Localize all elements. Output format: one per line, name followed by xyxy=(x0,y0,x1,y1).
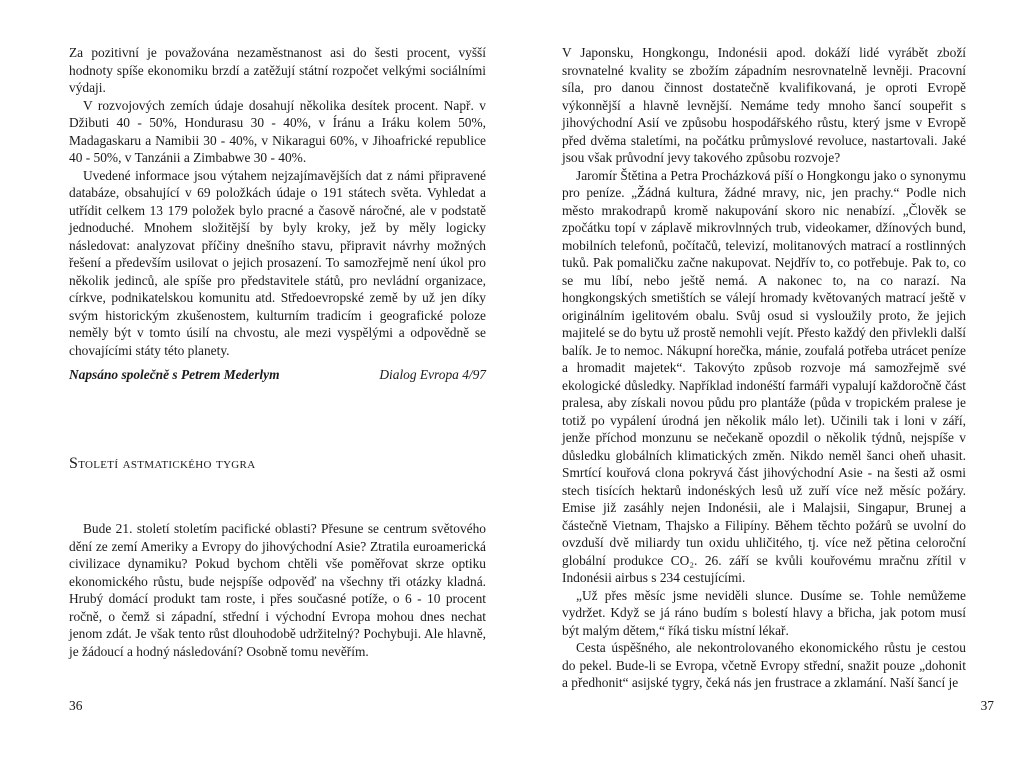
page-number-left: 36 xyxy=(69,698,83,713)
paragraph: Za pozitivní je považována nezaměstnanost asi do šesti procent, vyšší hodnoty spíše ekonomiku brzdí a zatěžují státní rozpočet velkými sociálními výdaji. xyxy=(69,45,486,95)
section-heading: Století astmatického tygra xyxy=(69,455,256,472)
paragraph: „Už přes měsíc jsme neviděli slunce. Dusíme se. Tohle nemůžeme vydržet. Když se já ráno budím s bolestí hlavy a břicha, jak potom musí být malým dětem,“ říká tisku místní lékař. xyxy=(562,587,966,638)
article-signature xyxy=(69,366,486,384)
left-bottom-text-block xyxy=(69,520,486,660)
paragraph: V rozvojových zemích údaje dosahují několika desítek procent. Např. v Džibuti 40 - 50%, Hondurasu 30 - 40%, v Íránu a Iráku kolem 50%, Madagaskaru a Namibii 30 - 40%, v Nikaragui 60%, v Jihoafrické republice 40 - 50%, v Tanzánii a Zimbabwe 30 - 40%. xyxy=(69,97,486,165)
paragraph: Jaromír Štětina a Petra Procházková píší o Hongkongu jako o synonymu pro peníze. „Žádná kultura, žádné mravy, nic, jen prachy.“ Podle nich město mrakodrapů kromě nakupování skoro nic nenabízí. „Člověk se zpočátku topí v záplavě mikrovlnných trub, videokamer, džínových bund, mobilních telefonů, počítačů, televizí, molitanových matrací a rostlinných tuků. Pak pomaličku začne nakupovat. Nejdřív to, co potřebuje. Pak to, co se mu líbí, nebo ještě nemá. A nakonec to, na co narazí. Na hongkongských smetištích se válejí hromady květovaných matrací ještě v originálním igelitovém obalu. Svůj osud si vysloužily proto, že jejich majitelé se do bytu už prostě nemohli vejít. Přesto každý den přivlekli další balík. Je to nemoc. Nákupní horečka, mánie, zoufalá potřeba utrácet peníze a hromadit majetek“. Takovýto způsob rozvoje má samozřejmě své ekologické důsledky. Například indonéští farmáři vypalují každoročně část pralesa, aby získali novou půdu pro plantáže (půda v tropickém pralese je totiž po vypálení úrodná jen několik málo let). Učinili tak i loni v září, jenže příchod monzunu se nečekaně opozdil o několik týdnů, nejspíše v důsledku globálních klimatických změn. Nikdo neměl šanci oheň uhasit. Smrtící kouřová clona pokryvá část jihovýchodní Asie - na šesti až osmi stech tisících hektarů indonéských lesů už zuří více než měsíc požáry. Emise již zasáhly nejen Indonésii, ale i Malajsii, Singapur, Brunej a částečně Vietnam, Thajsko a Filipíny. Během těchto požárů se uvolní do ovzduší dvě miliardy tun oxidu uhličitého, tj. více než pětina celoroční globální produkce CO₂. 26. září se kvůli kouřovému mračnu zřítil v Indonésii airbus s 234 cestujícími. xyxy=(562,167,966,585)
signature-author: Napsáno společně s Petrem Mederlym xyxy=(69,367,280,382)
signature-source: Dialog Evropa 4/97 xyxy=(379,367,486,382)
left-top-text-block xyxy=(69,44,486,359)
paragraph: Bude 21. století stoletím pacifické oblasti? Přesune se centrum světového dění ze zemí Ameriky a Evropy do jihovýchodní Asie? Ztratila euroamerická civilizace dynamiku? Pokud bychom chtěli vše poměřovat skrze optiku ekonomického růstu, bude nejspíše odpověď na všechny tři otázky kladná. Hrubý domácí produkt tam roste, i přes současné potíže, o 6 - 10 procent ročně, o čemž si západní, střední i východní Evropa mohou dnes nechat jenom zdát. Je však tento růst dlouhodobě udržitelný? Pochybuji. Ale hlavně, je žádoucí a hodný následování? Osobně tomu nevěřím. xyxy=(69,521,486,659)
paragraph: Cesta úspěšného, ale nekontrolovaného ekonomického růstu je cestou do pekel. Bude-li se Evropa, včetně Evropy střední, snažit pouze „dohonit a předhonit“ asijské tygry, čeká nás jen frustrace a zklamání. Naší šancí je xyxy=(562,640,966,690)
paragraph: V Japonsku, Hongkongu, Indonésii apod. dokáží lidé vyrábět zboží srovnatelné kvality se zbožím západním nesrovnatelně levněji. Pracovní síla, pro danou činnost dostatečně kvalifikovaná, je oproti Evropě výkonnější a hlavně levnější. Nemáme tedy mnoho šancí soupeřit s jihovýchodní Asií ve způsobu hospodářského růstu, který jsme v Evropě před dvěma staletími, na počátku průmyslové revoluce, nastartovali. Jaké jsou však průvodní jevy takového způsobu rozvoje? xyxy=(562,45,966,165)
right-text-block xyxy=(562,44,966,692)
right-page xyxy=(512,0,1024,757)
paragraph: Uvedené informace jsou výtahem nejzajímavějších dat z námi připravené databáze, obsahující v 69 položkách údaje o 191 státech světa. Vyhledat a utřídit celkem 13 179 položek bylo pracné a časově náročné, ale v podstatě jednoduché. Mnohem složitější by byly kroky, jež by měly logicky následovat: analyzovat příčiny dnešního stavu, připravit návrhy možných řešení a především usilovat o jejich prosazení. To samozřejmě není úkol pro několik jedinců, ale spíše pro představitele států, pro nevládní organizace, církve, podnikatelskou komunitu atd. Středoevropské země by už jen díky svým historickým zkušenostem, kulturním tradicím i geografické poloze neměly být v tomto úsilí na chvostu, ale mezi vyspělými a odpovědně se chovajícími státy této planety. xyxy=(69,167,486,358)
page-number-right: 37 xyxy=(980,698,994,713)
